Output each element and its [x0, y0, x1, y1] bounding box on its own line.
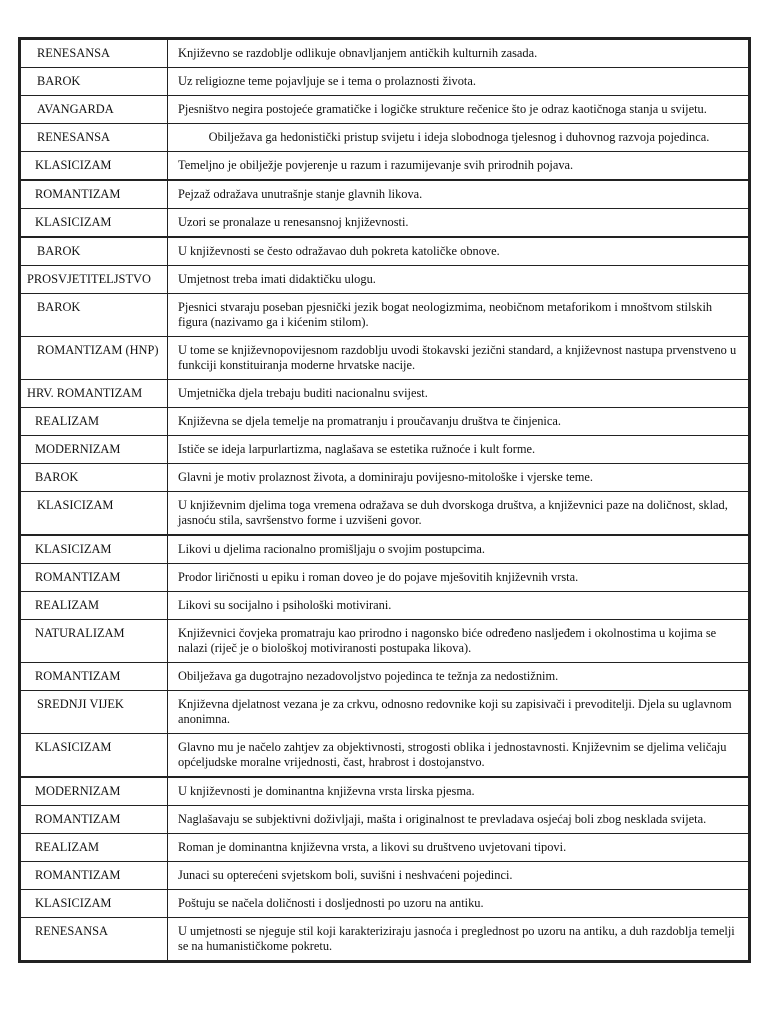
table-row [21, 890, 749, 918]
period-description-cell: Umjetnička djela trebaju buditi nacionalnu svijest. [168, 380, 749, 408]
period-description-cell: Pejzaž odražava unutrašnje stanje glavnih likova. [168, 180, 749, 209]
period-description-cell: Glavni je motiv prolaznost života, a dominiraju povijesno-mitološke i vjerske teme. [168, 464, 749, 492]
table-row [21, 620, 749, 663]
period-description-cell: Roman je dominantna književna vrsta, a likovi su društveno uvjetovani tipovi. [168, 834, 749, 862]
period-name-cell: KLASICIZAM [21, 209, 168, 238]
table-row [21, 777, 749, 806]
period-name-cell: KLASICIZAM [21, 492, 168, 536]
period-name-cell: SREDNJI VIJEK [21, 691, 168, 734]
period-name-cell: ROMANTIZAM [21, 806, 168, 834]
period-description-cell: Književno se razdoblje odlikuje obnavljanjem antičkih kulturnih zasada. [168, 40, 749, 68]
period-name-cell: PROSVJETITELJSTVO [21, 266, 168, 294]
period-description-cell: U književnim djelima toga vremena odražava se duh dvorskoga društva, a književnici paze na doličnost, sklad, jasnoću stila, savršenstvo forme i uzvišeni govor. [168, 492, 749, 536]
period-description-cell: Ističe se ideja larpurlartizma, naglašava se estetika ružnoće i kult forme. [168, 436, 749, 464]
period-name-cell: MODERNIZAM [21, 777, 168, 806]
period-description-cell: Uz religiozne teme pojavljuje se i tema o prolaznosti života. [168, 68, 749, 96]
period-name-cell: ROMANTIZAM [21, 862, 168, 890]
table-row [21, 918, 749, 961]
period-name-cell: ROMANTIZAM [21, 180, 168, 209]
period-description-cell: Likovi su socijalno i psihološki motivirani. [168, 592, 749, 620]
period-name-cell: RENESANSA [21, 40, 168, 68]
period-name-cell: AVANGARDA [21, 96, 168, 124]
table-row [21, 237, 749, 266]
period-description-cell: U umjetnosti se njeguje stil koji karakteriziraju jasnoća i preglednost po uzoru na antiku, a duh razdoblja temelji se na humanističkome pokretu. [168, 918, 749, 961]
period-description-cell: Obilježava ga dugotrajno nezadovoljstvo pojedinca te težnja za nedostižnim. [168, 663, 749, 691]
table-row [21, 806, 749, 834]
period-name-cell: KLASICIZAM [21, 734, 168, 778]
period-description-cell: Junaci su opterećeni svjetskom boli, suvišni i neshvaćeni pojedinci. [168, 862, 749, 890]
table-row [21, 436, 749, 464]
period-description-cell: Naglašavaju se subjektivni doživljaji, mašta i originalnost te prevladava osjećaj boli zbog nesklada svijeta. [168, 806, 749, 834]
period-description-cell: Književnici čovjeka promatraju kao prirodno i nagonsko biće određeno nasljeđem i okolnostima u kojima se nalazi (riječ je o biološkoj motiviranosti postupaka likova). [168, 620, 749, 663]
table-row [21, 492, 749, 536]
table-body [21, 40, 749, 961]
table-row [21, 152, 749, 181]
period-description-cell: Književna djelatnost vezana je za crkvu, odnosno redovnike koji su zapisivači i prevoditelji. Djela su uglavnom anonimna. [168, 691, 749, 734]
period-description-cell: Književna se djela temelje na promatranju i proučavanju društva te činjenica. [168, 408, 749, 436]
period-name-cell: REALIZAM [21, 408, 168, 436]
period-description-cell: U književnosti se često odražavao duh pokreta katoličke obnove. [168, 237, 749, 266]
table-row [21, 337, 749, 380]
period-name-cell: ROMANTIZAM (HNP) [21, 337, 168, 380]
table-row [21, 209, 749, 238]
period-description-cell: Glavno mu je načelo zahtjev za objektivnosti, strogosti oblika i jednostavnosti. Književnim se djelima veličaju općeljudske moralne vrijednosti, čast, hrabrost i dostojanstvo. [168, 734, 749, 778]
period-description-cell: Uzori se pronalaze u renesansnoj književnosti. [168, 209, 749, 238]
period-description-cell: Obilježava ga hedonistički pristup svijetu i ideja slobodnoga tjelesnog i duhovnog razvoja pojedinca. [168, 124, 749, 152]
period-name-cell: HRV. ROMANTIZAM [21, 380, 168, 408]
periods-table [20, 39, 749, 961]
period-description-cell: Umjetnost treba imati didaktičku ulogu. [168, 266, 749, 294]
table-row [21, 68, 749, 96]
table-row [21, 124, 749, 152]
table-row [21, 862, 749, 890]
period-name-cell: KLASICIZAM [21, 152, 168, 181]
table-row [21, 40, 749, 68]
period-name-cell: KLASICIZAM [21, 535, 168, 564]
literary-periods-table [18, 37, 751, 963]
period-description-cell: U tome se književnopovijesnom razdoblju uvodi štokavski jezični standard, a književnost nastupa prvenstveno u funkciji konstituiranja moderne hrvatske nacije. [168, 337, 749, 380]
table-row [21, 535, 749, 564]
period-name-cell: KLASICIZAM [21, 890, 168, 918]
period-description-cell: Pjesnici stvaraju poseban pjesnički jezik bogat neologizmima, neobičnom metaforikom i mnoštvom stilskih figura (nazivamo ga i kićenim stilom). [168, 294, 749, 337]
period-name-cell: ROMANTIZAM [21, 564, 168, 592]
table-row [21, 592, 749, 620]
period-name-cell: RENESANSA [21, 124, 168, 152]
period-name-cell: BAROK [21, 294, 168, 337]
period-name-cell: REALIZAM [21, 834, 168, 862]
table-row [21, 180, 749, 209]
table-row [21, 380, 749, 408]
period-name-cell: NATURALIZAM [21, 620, 168, 663]
table-row [21, 266, 749, 294]
period-name-cell: BAROK [21, 68, 168, 96]
table-row [21, 564, 749, 592]
period-name-cell: MODERNIZAM [21, 436, 168, 464]
period-name-cell: BAROK [21, 464, 168, 492]
table-row [21, 834, 749, 862]
period-name-cell: REALIZAM [21, 592, 168, 620]
period-description-cell: Temeljno je obilježje povjerenje u razum i razumijevanje svih prirodnih pojava. [168, 152, 749, 181]
period-description-cell: U književnosti je dominantna književna vrsta lirska pjesma. [168, 777, 749, 806]
period-name-cell: BAROK [21, 237, 168, 266]
table-row [21, 96, 749, 124]
period-description-cell: Prodor liričnosti u epiku i roman doveo je do pojave mješovitih književnih vrsta. [168, 564, 749, 592]
period-description-cell: Pjesništvo negira postojeće gramatičke i logičke strukture rečenice što je odraz kaotičnoga stanja u svijetu. [168, 96, 749, 124]
table-row [21, 464, 749, 492]
period-name-cell: RENESANSA [21, 918, 168, 961]
table-row [21, 663, 749, 691]
table-row [21, 691, 749, 734]
table-row [21, 294, 749, 337]
table-row [21, 734, 749, 778]
period-description-cell: Poštuju se načela doličnosti i dosljednosti po uzoru na antiku. [168, 890, 749, 918]
table-row [21, 408, 749, 436]
period-name-cell: ROMANTIZAM [21, 663, 168, 691]
period-description-cell: Likovi u djelima racionalno promišljaju o svojim postupcima. [168, 535, 749, 564]
